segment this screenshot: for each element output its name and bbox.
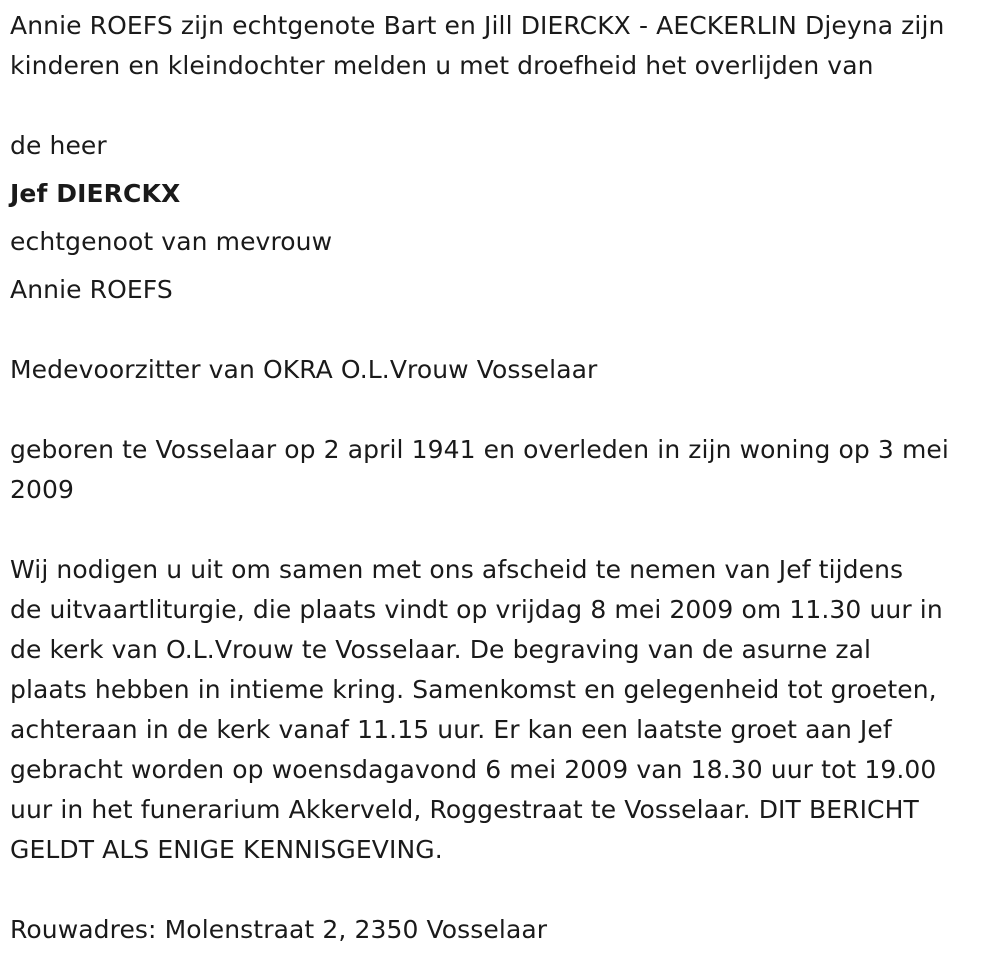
title-prefix: de heer xyxy=(10,131,107,160)
invitation-line: achteraan in de kerk vanaf 11.15 uur. Er kan een laatste groet aan Jef xyxy=(10,715,892,744)
funeral-address: Rouwadres: Molenstraat 2, 2350 Vosselaar xyxy=(10,915,548,944)
invitation-line: uur in het funerarium Akkerveld, Roggestraat te Vosselaar. DIT BERICHT xyxy=(10,795,919,824)
intro-line: Annie ROEFS zijn echtgenote Bart en Jill DIERCKX - AECKERLIN Djeyna zijn xyxy=(10,11,945,40)
invitation-line: gebracht worden op woensdagavond 6 mei 2009 van 18.30 uur tot 19.00 xyxy=(10,755,937,784)
deceased-name: Jef DIERCKX xyxy=(10,179,181,208)
birth-death-line: geboren te Vosselaar op 2 april 1941 en overleden in zijn woning op 3 mei xyxy=(10,435,949,464)
invitation-line: de uitvaartliturgie, die plaats vindt op vrijdag 8 mei 2009 om 11.30 uur in xyxy=(10,595,943,624)
invitation-line: GELDT ALS ENIGE KENNISGEVING. xyxy=(10,835,443,864)
intro-line: kinderen en kleindochter melden u met droefheid het overlijden van xyxy=(10,51,874,80)
spouse-name: Annie ROEFS xyxy=(10,275,173,304)
invitation-line: plaats hebben in intieme kring. Samenkomst en gelegenheid tot groeten, xyxy=(10,675,937,704)
invitation-line: Wij nodigen u uit om samen met ons afscheid te nemen van Jef tijdens xyxy=(10,555,904,584)
invitation-line: de kerk van O.L.Vrouw te Vosselaar. De begraving van de asurne zal xyxy=(10,635,872,664)
role-line: Medevoorzitter van OKRA O.L.Vrouw Vosselaar xyxy=(10,355,598,384)
spouse-label: echtgenoot van mevrouw xyxy=(10,227,333,256)
birth-death-line: 2009 xyxy=(10,475,75,504)
